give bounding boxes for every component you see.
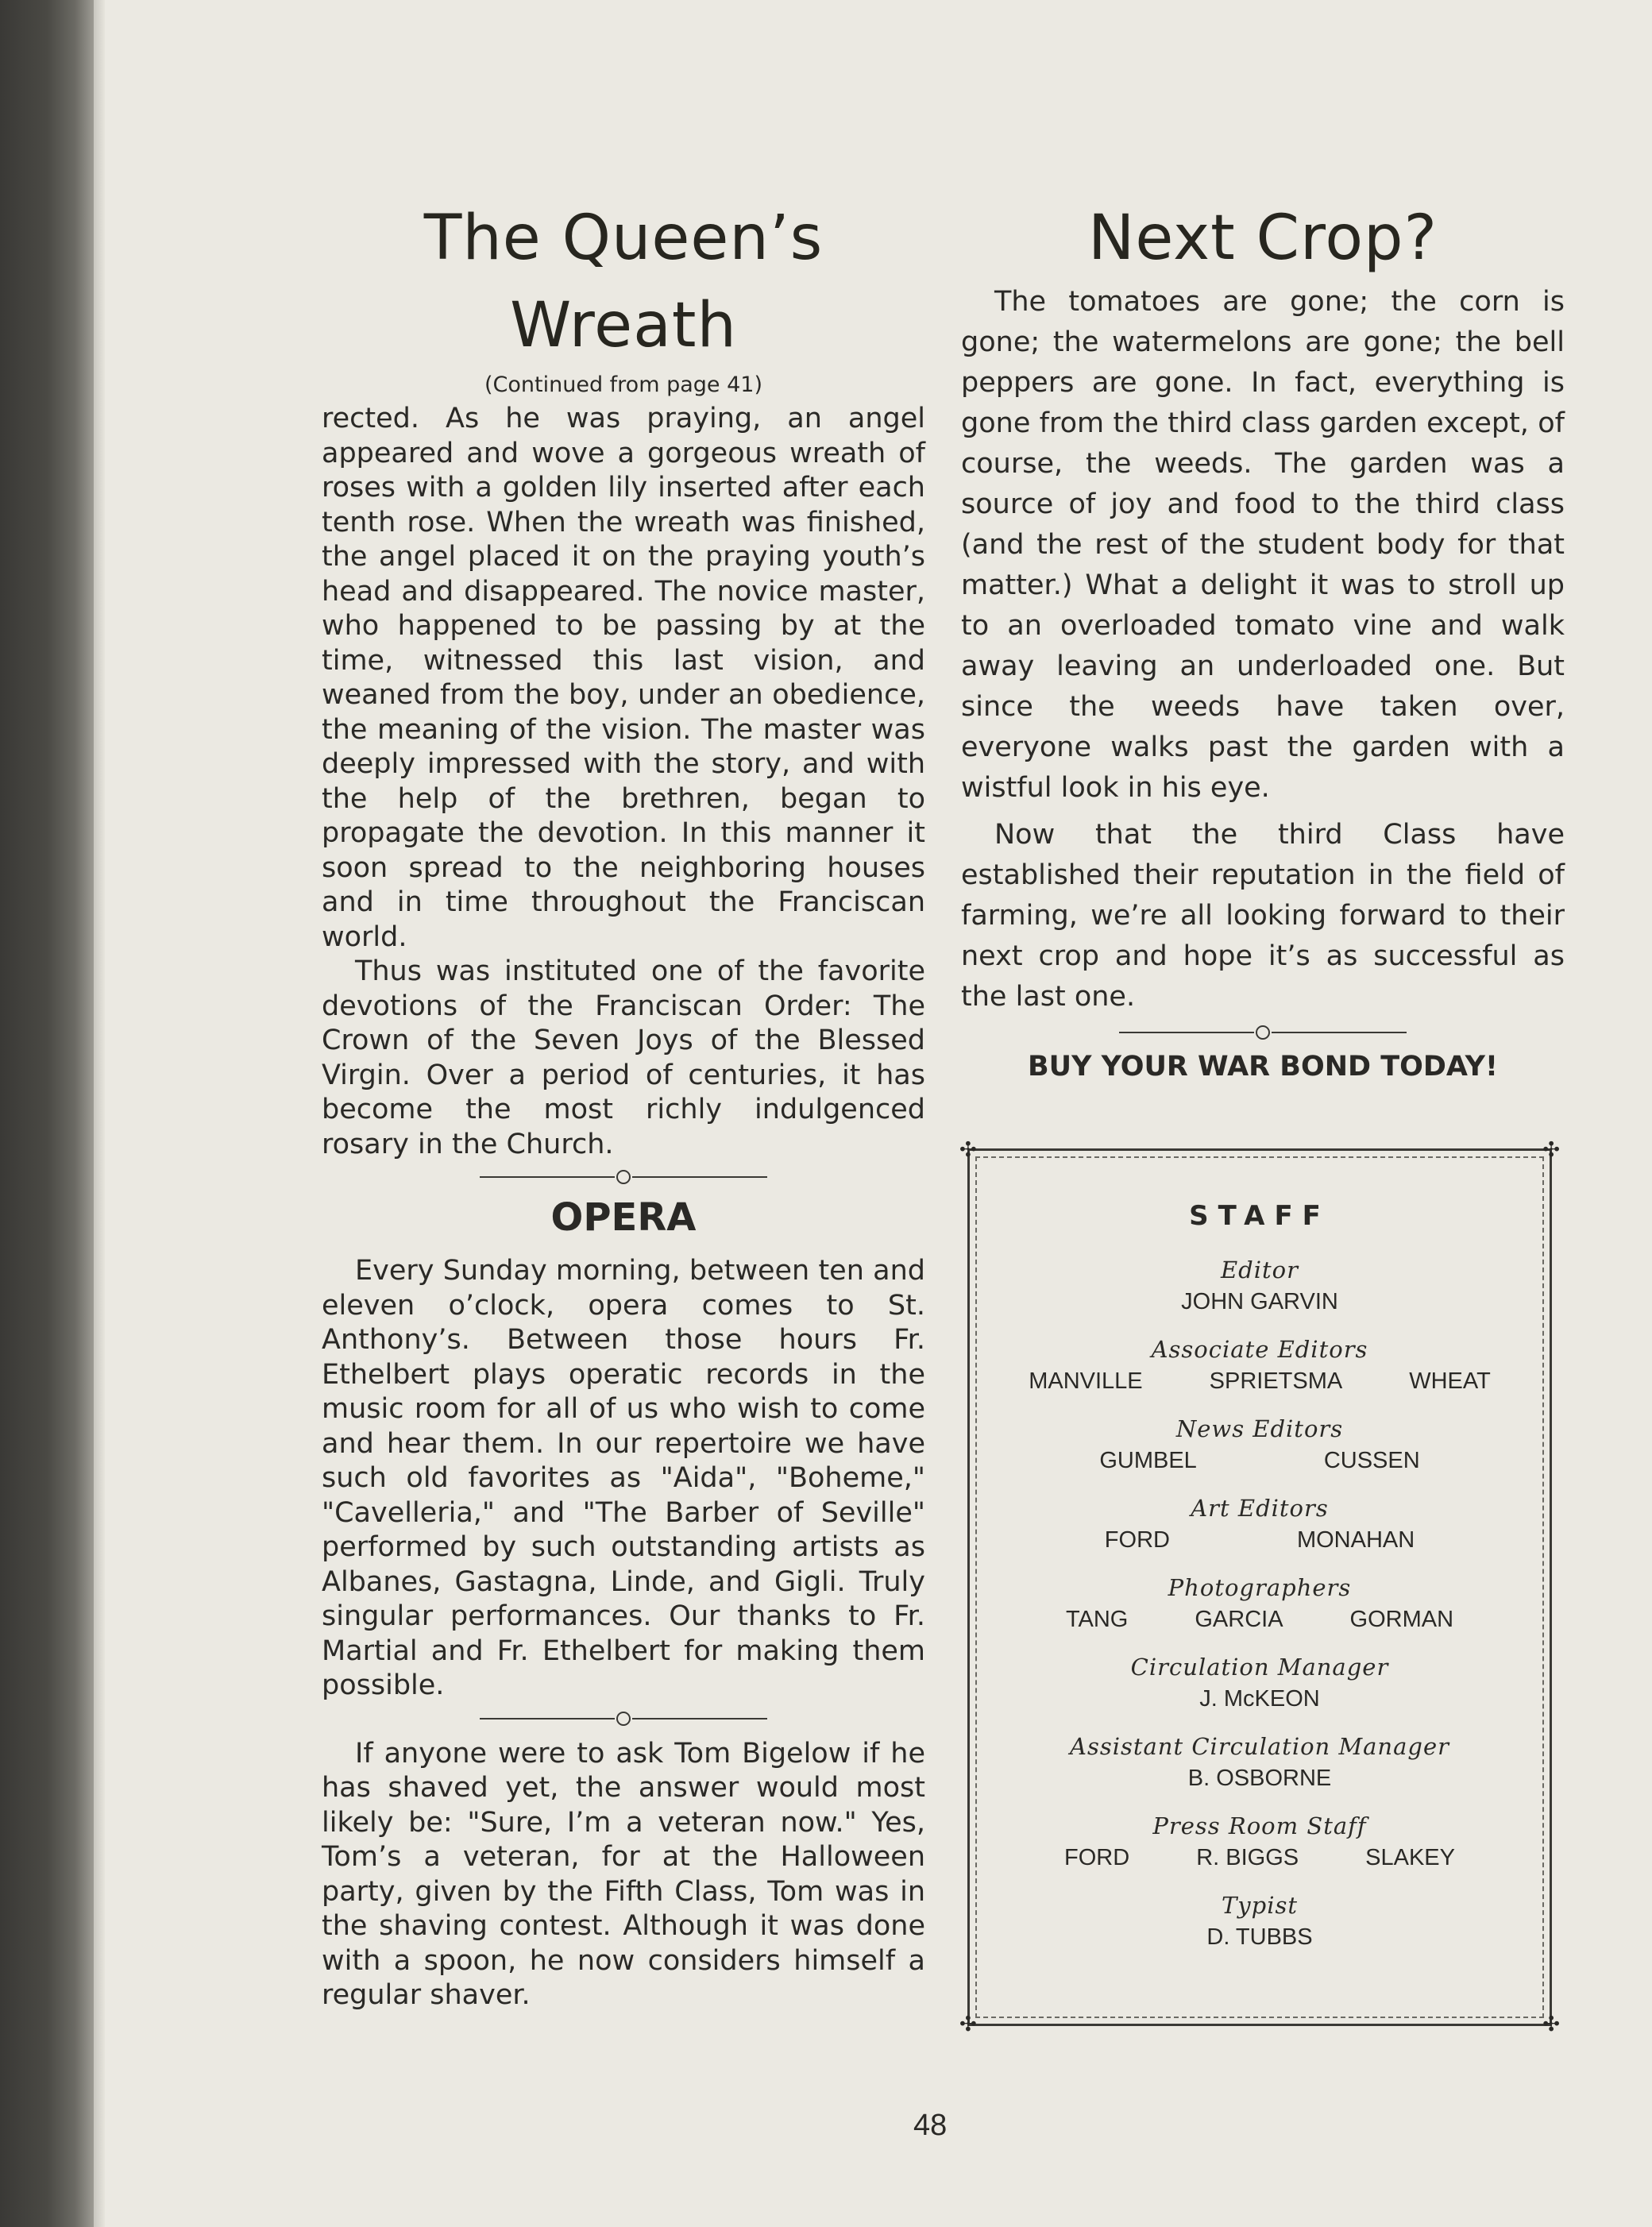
staff-names (970, 1683, 1550, 1715)
staff-names (970, 1604, 1550, 1635)
page-edge (94, 0, 105, 2227)
staff-name: GUMBEL (1099, 1448, 1197, 1473)
staff-role: Press Room Staff (1152, 1812, 1367, 1839)
wreath-paragraph-1: rected. As he was praying, an angel appeared and wove a gorgeous wreath of roses with a golden lily inserted after each tenth rose. When the wreath was finished, the angel placed it on the praying youth’s head and disappeared. The novice master, who happened to be passing by at the time, witnessed this last vision, and weaned from the boy, under an obedience, the meaning of the vision. The master was deeply impressed with the story, and with the help of the brethren, began to propagate the devotion. In this manner it soon spread to the neighboring houses and in time throughout the Franciscan world. (322, 403, 925, 953)
staff-list (970, 1200, 1550, 1969)
corner-ornament-icon: ✣ (959, 1138, 977, 1162)
staff-name: SLAKEY (1365, 1845, 1455, 1870)
war-bond-slogan: BUY YOUR WAR BOND TODAY! (1028, 1051, 1498, 1083)
staff-role: Editor (1221, 1256, 1299, 1283)
separator (322, 1170, 925, 1184)
staff-role: Photographers (1168, 1574, 1352, 1601)
staff-name: MANVILLE (1029, 1368, 1143, 1394)
staff-name: GARCIA (1195, 1607, 1283, 1632)
corner-ornament-icon: ✣ (1542, 2013, 1560, 2036)
staff-name: GORMAN (1349, 1607, 1454, 1632)
staff-role: Art Editors (1191, 1495, 1329, 1522)
staff-name: J. McKEON (1199, 1686, 1320, 1712)
crop-paragraph-2: Now that the third Class have established their reputation in the field of farming, we’re all looking forward to their next crop and hope it’s as successful as the last one. (961, 819, 1565, 1013)
staff-name: SPRIETSMA (1209, 1368, 1343, 1394)
crop-paragraph-1: The tomatoes are gone; the corn is gone; the watermelons are gone; the bell peppers are gone. In fact, everything is gone from the third class garden except, of course, the weeds. The garden was a source of joy and food to the third class (and the rest of the student body for that matter.) What a delight it was to stroll up to an overloaded tomato vine and walk away leaving an underloaded one. But since the weeds have taken over, everyone walks past the garden with a wistful look in his eye. (961, 286, 1565, 804)
continued-note: (Continued from page 41) (484, 372, 762, 397)
staff-role: Associate Editors (1151, 1336, 1368, 1363)
staff-names (970, 1524, 1550, 1556)
staff-role: News Editors (1175, 1415, 1344, 1442)
opera-paragraph: Every Sunday morning, between ten and eleven o’clock, opera comes to St. Anthony’s. Between those hours Fr. Ethelbert plays operatic records in the music room for all of us who wish to come and hear them. In our repertoire we have such old favorites as "Aida", "Boheme," "Cavelleria," and "The Barber of Seville" performed by such outstanding artists as Albanes, Gastagna, Linde, and Gigli. Truly singular performances. Our thanks to Fr. Martial and Fr. Ethelbert for making them possible. (322, 1255, 925, 1701)
staff-names (970, 1286, 1550, 1318)
opera-heading: OPERA (550, 1195, 697, 1240)
left-column (322, 195, 925, 2013)
staff-name: WHEAT (1409, 1368, 1491, 1394)
next-crop-title: Next Crop? (1088, 203, 1438, 274)
staff-name: D. TUBBS (1206, 1924, 1313, 1950)
separator (322, 1712, 925, 1726)
staff-name: R. BIGGS (1196, 1845, 1299, 1870)
staff-names (970, 1842, 1550, 1874)
staff-name: MONAHAN (1296, 1527, 1415, 1553)
staff-role: Typist (1221, 1892, 1299, 1919)
book-binding (0, 0, 94, 2227)
staff-role: Circulation Manager (1130, 1654, 1389, 1681)
staff-role: Assistant Circulation Manager (1070, 1733, 1449, 1760)
queens-wreath-title: The Queen’s Wreath (423, 203, 824, 361)
separator (961, 1025, 1565, 1040)
staff-names (970, 1762, 1550, 1794)
bigelow-paragraph: If anyone were to ask Tom Bigelow if he has shaved yet, the answer would most likely be: "Sure, I’m a veteran now." Yes, Tom’s a veteran, for at the Halloween party, given by the Fifth Class, Tom was in the shaving contest. Although it was done with a spoon, he now considers himself a regular shaver. (322, 1737, 925, 2011)
corner-ornament-icon: ✣ (1542, 1138, 1560, 1162)
staff-name: B. OSBORNE (1187, 1766, 1332, 1791)
page-number: 48 (913, 2109, 948, 2142)
staff-names (970, 1445, 1550, 1476)
corner-ornament-icon: ✣ (959, 2013, 977, 2036)
staff-box (959, 1138, 1560, 2036)
staff-name: FORD (1064, 1845, 1130, 1870)
right-column (961, 195, 1565, 1083)
staff-name: FORD (1104, 1527, 1170, 1553)
staff-names (970, 1921, 1550, 1953)
staff-name: JOHN GARVIN (1181, 1289, 1338, 1314)
staff-title: STAFF (1189, 1200, 1330, 1232)
staff-name: CUSSEN (1323, 1448, 1420, 1473)
staff-names (970, 1365, 1550, 1397)
staff-name: TANG (1065, 1607, 1129, 1632)
wreath-paragraph-2: Thus was instituted one of the favorite devotions of the Franciscan Order: The Crown of the Seven Joys of the Blessed Virgin. Over a period of centuries, it has become the most richly indulgenced rosary in the Church. (322, 955, 925, 1160)
